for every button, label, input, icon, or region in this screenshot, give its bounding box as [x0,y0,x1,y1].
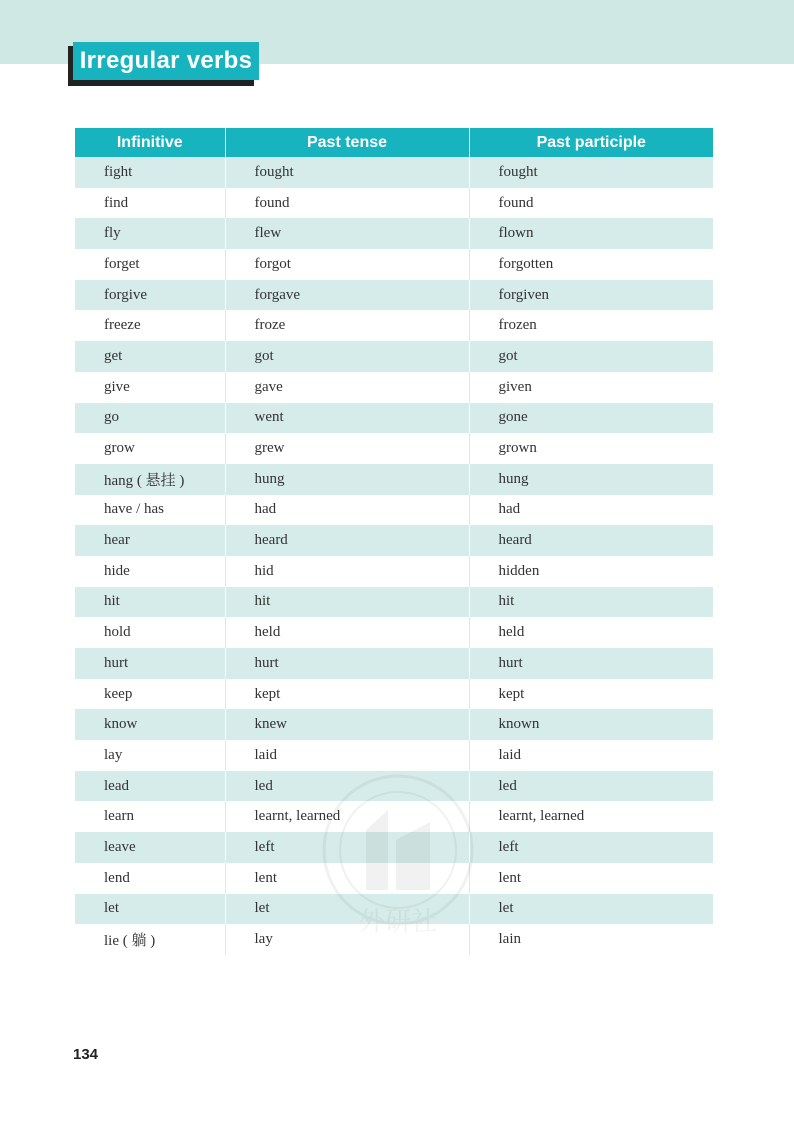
past-participle-cell: found [469,188,713,219]
past-tense-cell: went [225,403,469,434]
table-row [75,617,713,648]
infinitive-cell: have / has [75,495,225,526]
past-tense-cell: got [225,341,469,372]
infinitive-cell: hurt [75,648,225,679]
past-participle-cell: laid [469,740,713,771]
past-tense-cell: let [225,894,469,925]
table-row [75,433,713,464]
past-participle-cell: hidden [469,556,713,587]
infinitive-cell: lead [75,771,225,802]
past-participle-cell: left [469,832,713,863]
infinitive-cell: lie ( 躺 ) [75,924,225,955]
column-header-past-participle: Past participle [469,128,713,157]
past-participle-cell: given [469,372,713,403]
past-tense-cell: lent [225,863,469,894]
table-row [75,894,713,925]
past-participle-cell: known [469,709,713,740]
table-row [75,464,713,495]
infinitive-cell: give [75,372,225,403]
past-tense-cell: kept [225,679,469,710]
table-row [75,648,713,679]
infinitive-cell: forgive [75,280,225,311]
table-body [75,157,713,955]
table-row [75,403,713,434]
infinitive-cell: go [75,403,225,434]
past-tense-cell: heard [225,525,469,556]
infinitive-cell: fly [75,218,225,249]
infinitive-cell: know [75,709,225,740]
infinitive-cell: hang ( 悬挂 ) [75,464,225,495]
past-participle-cell: let [469,894,713,925]
past-participle-cell: hung [469,464,713,495]
table-row [75,863,713,894]
table-row [75,188,713,219]
infinitive-cell: hear [75,525,225,556]
past-tense-cell: gave [225,372,469,403]
column-header-infinitive: Infinitive [75,128,225,157]
table-row [75,525,713,556]
table-row [75,556,713,587]
infinitive-cell: hit [75,587,225,618]
past-tense-cell: hid [225,556,469,587]
past-tense-cell: found [225,188,469,219]
past-participle-cell: lent [469,863,713,894]
column-header-past-tense: Past tense [225,128,469,157]
past-participle-cell: lain [469,924,713,955]
past-participle-cell: fought [469,157,713,188]
table-row [75,372,713,403]
table-row [75,341,713,372]
past-tense-cell: fought [225,157,469,188]
table-row [75,587,713,618]
table-row [75,249,713,280]
past-tense-cell: froze [225,310,469,341]
past-tense-cell: learnt, learned [225,801,469,832]
past-tense-cell: knew [225,709,469,740]
past-participle-cell: gone [469,403,713,434]
table-row [75,495,713,526]
infinitive-cell: let [75,894,225,925]
past-participle-cell: got [469,341,713,372]
past-tense-cell: lay [225,924,469,955]
table-row [75,924,713,955]
table-row [75,157,713,188]
table-row [75,771,713,802]
table-row [75,801,713,832]
past-participle-cell: heard [469,525,713,556]
infinitive-cell: learn [75,801,225,832]
table-row [75,679,713,710]
past-tense-cell: forgot [225,249,469,280]
infinitive-cell: hold [75,617,225,648]
page-title: Irregular verbs [73,42,259,80]
infinitive-cell: grow [75,433,225,464]
past-participle-cell: hit [469,587,713,618]
past-tense-cell: hurt [225,648,469,679]
table-header-row [75,128,713,157]
past-tense-cell: grew [225,433,469,464]
past-participle-cell: held [469,617,713,648]
page-number: 134 [73,1046,99,1063]
past-tense-cell: flew [225,218,469,249]
infinitive-cell: keep [75,679,225,710]
infinitive-cell: hide [75,556,225,587]
past-participle-cell: forgiven [469,280,713,311]
past-tense-cell: led [225,771,469,802]
past-tense-cell: had [225,495,469,526]
past-participle-cell: frozen [469,310,713,341]
infinitive-cell: find [75,188,225,219]
past-participle-cell: kept [469,679,713,710]
table-row [75,280,713,311]
past-tense-cell: left [225,832,469,863]
past-tense-cell: forgave [225,280,469,311]
past-tense-cell: held [225,617,469,648]
table-row [75,740,713,771]
past-tense-cell: hit [225,587,469,618]
past-participle-cell: forgotten [469,249,713,280]
past-participle-cell: grown [469,433,713,464]
table-row [75,832,713,863]
infinitive-cell: forget [75,249,225,280]
past-participle-cell: flown [469,218,713,249]
infinitive-cell: lay [75,740,225,771]
irregular-verbs-table [75,128,713,955]
past-participle-cell: had [469,495,713,526]
infinitive-cell: fight [75,157,225,188]
infinitive-cell: lend [75,863,225,894]
infinitive-cell: leave [75,832,225,863]
past-participle-cell: led [469,771,713,802]
past-participle-cell: hurt [469,648,713,679]
past-tense-cell: laid [225,740,469,771]
infinitive-cell: get [75,341,225,372]
past-participle-cell: learnt, learned [469,801,713,832]
table-row [75,218,713,249]
table-row [75,310,713,341]
past-tense-cell: hung [225,464,469,495]
infinitive-cell: freeze [75,310,225,341]
table-row [75,709,713,740]
